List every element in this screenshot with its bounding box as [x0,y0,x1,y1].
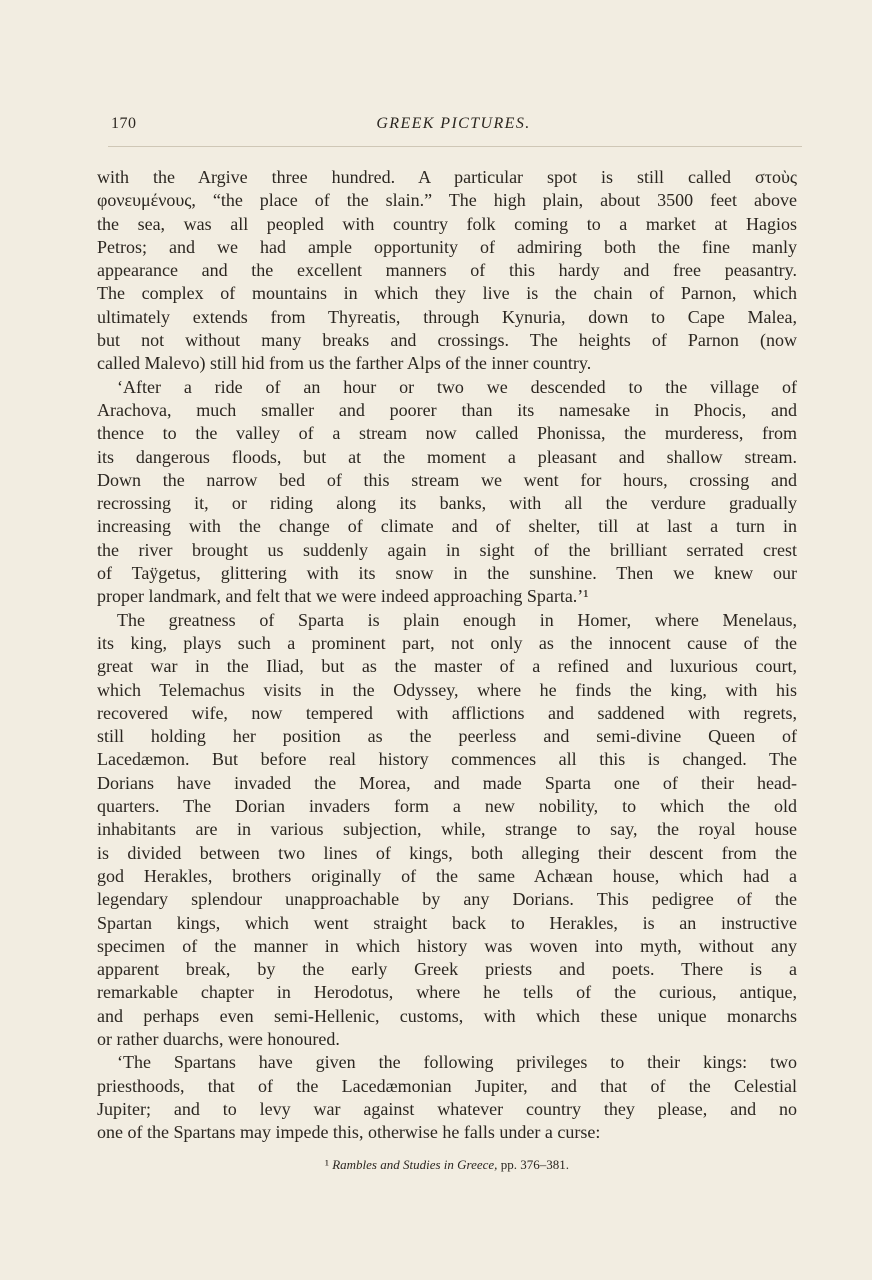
text-line: god Herakles, brothers originally of the same Achæan house, which had a [97,865,797,886]
text-line: quarters. The Dorian invaders form a new nobility, to which the old [97,796,797,817]
text-line: the river brought us suddenly again in sight of the brilliant serrated crest [97,539,797,560]
text-line: and perhaps even semi-Hellenic, customs, with which these unique monarchs [97,1005,797,1026]
body-text [97,166,797,1144]
footnote-marker: ¹ [325,1157,329,1172]
text-line: great war in the Iliad, but as the master of a refined and luxurious court, [97,656,797,677]
text-line: Lacedæmon. But before real history commences all this is changed. The [97,749,797,770]
text-line: still holding her position as the peerless and semi-divine Queen of [97,726,797,747]
text-line: thence to the valley of a stream now called Phonissa, the murderess, from [97,423,797,444]
text-line: Arachova, much smaller and poorer than its namesake in Phocis, and [97,399,797,420]
text-line: appearance and the excellent manners of this hardy and free peasantry. [97,260,797,281]
paragraph [97,1051,797,1144]
text-line: which Telemachus visits in the Odyssey, where he finds the king, with his [97,679,797,700]
text-line: The greatness of Sparta is plain enough in Homer, where Menelaus, [117,609,797,630]
text-line: The complex of mountains in which they live is the chain of Parnon, which [97,283,797,304]
text-line: but not without many breaks and crossings. The heights of Parnon (now [97,330,797,351]
text-line: recovered wife, now tempered with afflictions and saddened with regrets, [97,702,797,723]
text-line: apparent break, by the early Greek priests and poets. There is a [97,959,797,980]
page-header [111,115,796,137]
footnote-title: Rambles and Studies in Greece, [332,1157,498,1172]
running-title: GREEK PICTURES. [376,115,531,132]
text-line: ‘After a ride of an hour or two we descended to the village of [117,376,797,397]
paragraph [97,376,797,609]
text-line: φονευμένους, “the place of the slain.” The high plain, about 3500 feet above [97,190,797,211]
page-number: 170 [111,115,137,132]
header-rule [108,146,802,147]
footnote [97,1157,797,1173]
text-line: the sea, was all peopled with country folk coming to a market at Hagios [97,213,797,234]
text-line: Jupiter; and to levy war against whatever country they please, and no [97,1098,797,1119]
text-line: one of the Spartans may impede this, otherwise he falls under a curse: [97,1122,601,1143]
text-line: inhabitants are in various subjection, while, strange to say, the royal house [97,819,797,840]
text-line: proper landmark, and felt that we were indeed approaching Sparta.’¹ [97,586,589,607]
text-line: Spartan kings, which went straight back to Herakles, is an instructive [97,912,797,933]
text-line: legendary splendour unapproachable by any Dorians. This pedigree of the [97,889,797,910]
paragraph [97,166,797,376]
text-line: of Taÿgetus, glittering with its snow in the sunshine. Then we knew our [97,563,797,584]
text-line: ‘The Spartans have given the following privileges to their kings: two [117,1052,797,1073]
text-line: remarkable chapter in Herodotus, where he tells of the curious, antique, [97,982,797,1003]
text-line: specimen of the manner in which history was woven into myth, without any [97,935,797,956]
text-line: called Malevo) still hid from us the farther Alps of the inner country. [97,353,592,374]
text-line: recrossing it, or riding along its banks, with all the verdure gradually [97,493,797,514]
text-line: Dorians have invaded the Morea, and made Sparta one of their head- [97,772,797,793]
text-line: Petros; and we had ample opportunity of admiring both the fine manly [97,236,797,257]
paragraph [97,609,797,1052]
text-line: with the Argive three hundred. A particular spot is still called στοὺς [97,167,797,187]
footnote-pages: pp. 376–381. [500,1157,569,1172]
text-line: ultimately extends from Thyreatis, through Kynuria, down to Cape Malea, [97,306,797,327]
text-line: its dangerous floods, but at the moment a pleasant and shallow stream. [97,446,797,467]
text-line: priesthoods, that of the Lacedæmonian Jupiter, and that of the Celestial [97,1075,797,1096]
text-line: or rather duarchs, were honoured. [97,1028,340,1049]
text-line: is divided between two lines of kings, both alleging their descent from the [97,842,797,863]
text-line: its king, plays such a prominent part, not only as the innocent cause of the [97,632,797,653]
text-line: increasing with the change of climate and of shelter, till at last a turn in [97,516,797,537]
text-line: Down the narrow bed of this stream we went for hours, crossing and [97,469,797,490]
